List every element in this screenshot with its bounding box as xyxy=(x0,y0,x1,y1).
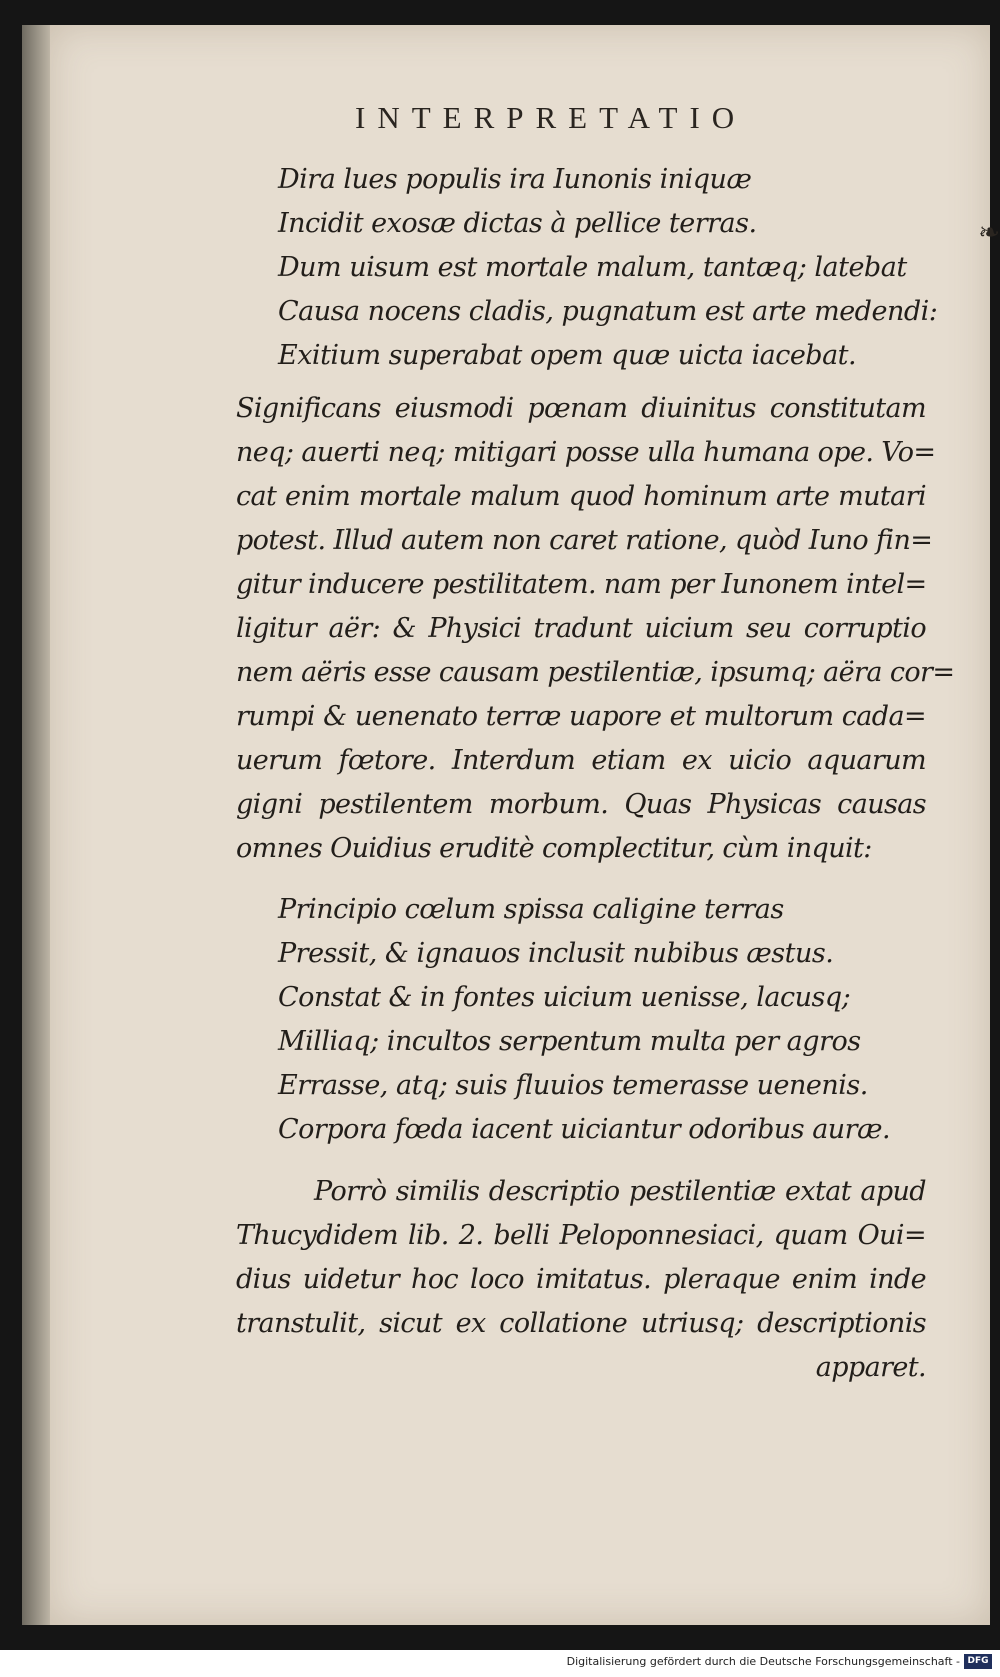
verse-block-2 xyxy=(278,888,890,1152)
prose-line: Porrò similis descriptio pestilentiæ extat apud xyxy=(314,1176,926,1207)
verse-line: Corpora fœda iacent uiciantur odoribus auræ. xyxy=(278,1114,891,1145)
verse-line: Errasse, atq; suis fluuios temerasse uenenis. xyxy=(278,1070,868,1101)
prose-line: ligitur aër: & Physici tradunt uicium seu corruptio xyxy=(236,613,926,644)
prose-line: Thucydidem lib. 2. belli Peloponnesiaci, quam Oui= xyxy=(236,1220,926,1251)
verse-line: Pressit, & ignauos inclusit nubibus æstus. xyxy=(278,938,834,969)
verse-line: Exitium superabat opem quæ uicta iacebat. xyxy=(278,340,857,371)
prose-line: nem aëris esse causam pestilentiæ, ipsumq; aëra cor= xyxy=(236,657,955,688)
prose-line: apparet. xyxy=(815,1352,926,1383)
prose-line: omnes Ouidius eruditè complectitur, cùm inquit: xyxy=(236,833,872,864)
verse-line: Incidit exosæ dictas à pellice terras. xyxy=(278,208,757,239)
verse-line: Milliaq; incultos serpentum multa per agros xyxy=(278,1026,861,1057)
verse-block-1 xyxy=(278,158,937,378)
verse-line: Principio cœlum spissa caligine terras xyxy=(278,894,784,925)
dfg-logo: DFG xyxy=(964,1654,992,1669)
prose-line: cat enim mortale malum quod hominum arte mutari xyxy=(236,481,926,512)
prose-line: uerum fœtore. Interdum etiam ex uicio aquarum xyxy=(236,745,926,776)
prose-line: potest. Illud autem non caret ratione, quòd Iuno fin= xyxy=(236,525,933,556)
running-head: INTERPRETATIO xyxy=(355,100,747,135)
prose-line: gitur inducere pestilitatem. nam per Iunonem intel= xyxy=(236,569,927,600)
prose-paragraph-1 xyxy=(236,387,955,871)
verse-line: Constat & in fontes uicium uenisse, lacusq; xyxy=(278,982,851,1013)
verse-line: Causa nocens cladis, pugnatum est arte medendi: xyxy=(278,296,938,327)
prose-line: neq; auerti neq; mitigari posse ulla humana ope. Vo= xyxy=(236,437,936,468)
funding-note: Digitalisierung gefördert durch die Deutsche Forschungsgemeinschaft - xyxy=(566,1655,960,1668)
verse-line: Dum uisum est mortale malum, tantæq; latebat xyxy=(278,252,907,283)
prose-paragraph-2 xyxy=(236,1170,926,1390)
prose-line: transtulit, sicut ex collatione utriusq; descriptionis xyxy=(236,1308,926,1339)
prose-line: rumpi & uenenato terræ uapore et multorum cada= xyxy=(236,701,926,732)
page-edge xyxy=(22,25,50,1625)
prose-line: dius uidetur hoc loco imitatus. pleraque enim inde xyxy=(236,1264,926,1295)
prose-line: gigni pestilentem morbum. Quas Physicas causas xyxy=(236,789,926,820)
verse-line: Dira lues populis ira Iunonis iniquæ xyxy=(278,164,752,195)
prose-line: Significans eiusmodi pœnam diuinitus constitutam xyxy=(236,393,926,424)
margin-ornament: ❧ xyxy=(978,218,1000,248)
